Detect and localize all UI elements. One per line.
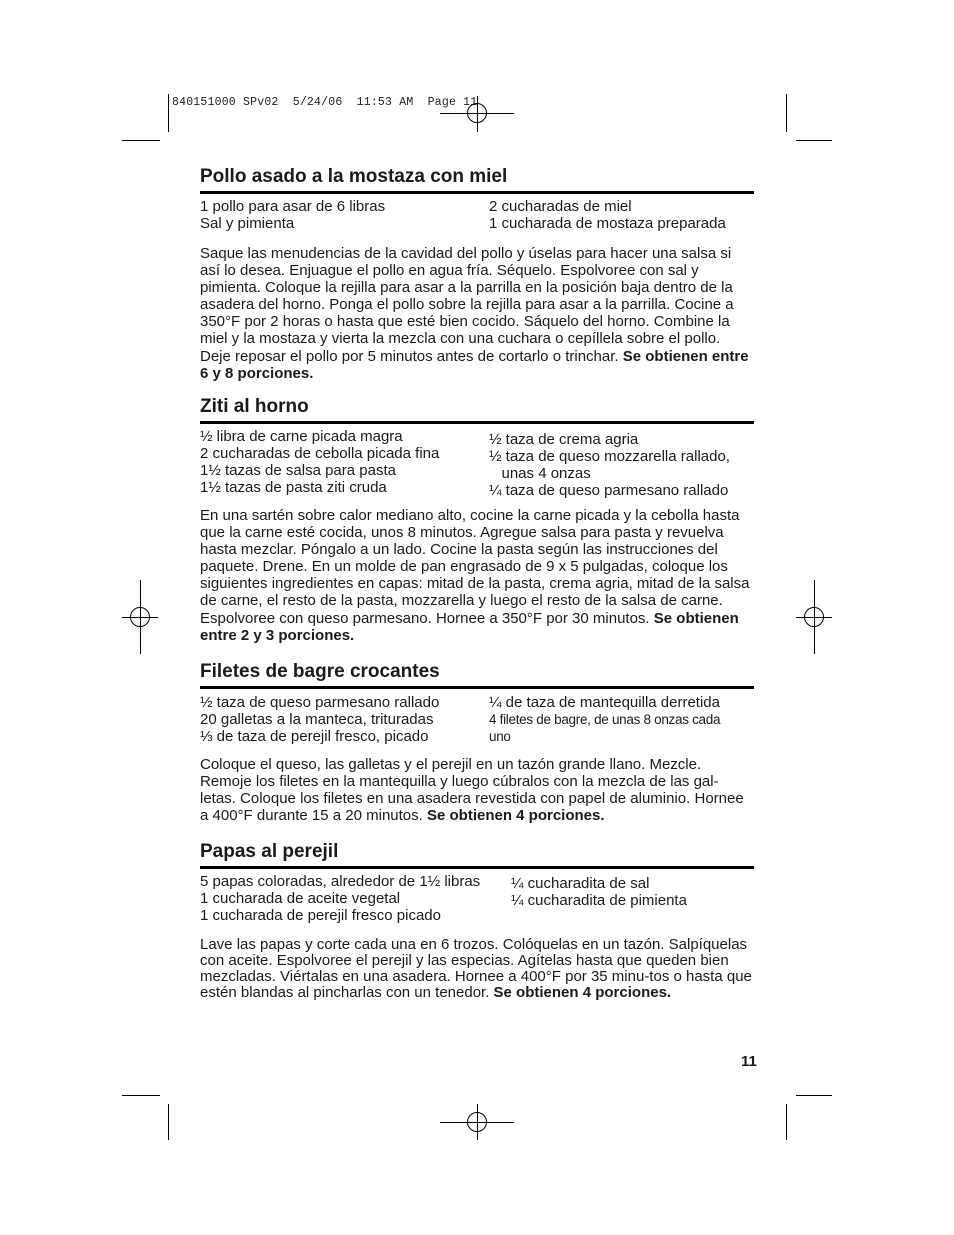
ingredient: 4 filetes de bagre, de unas 8 onzas cada [489,712,721,727]
recipe-yield: Se obtienen entre 6 y 8 porciones. [200,347,749,382]
ingredient: ¼ cucharadita de sal [511,875,650,892]
ingredient: Sal y pimienta [200,215,295,232]
ingredient: 1 cucharada de perejil fresco picado [200,907,441,924]
ingredient: 1 pollo para asar de 6 libras [200,198,386,215]
crop-mark [796,1095,832,1096]
recipe-pollo-asado [200,165,754,397]
ingredient-list [200,694,754,745]
ingredient: 1½ tazas de pasta ziti cruda [200,479,387,496]
recipe-title: Papas al perejil [200,840,754,869]
register-mark-circle [130,607,150,627]
ingredient: uno [489,729,511,744]
recipe-title: Filetes de bagre crocantes [200,660,754,689]
print-slug: 840151000 SPv02 5/24/06 11:53 AM Page 11 [172,96,478,109]
ingredient: ½ taza de crema agria [489,431,639,448]
ingredient: 5 papas coloradas, alrededor de 1½ libras [200,873,481,890]
ingredient: ½ taza de queso mozzarella rallado, [489,448,730,465]
ingredient: 2 cucharadas de cebolla picada fina [200,445,440,462]
page-number: 11 [741,1053,757,1070]
recipe-yield: Se obtienen 4 porciones. [426,807,605,825]
ingredient: unas 4 onzas [489,465,591,482]
recipe-title: Ziti al horno [200,395,754,424]
ingredient-list [200,873,754,924]
ingredient: 1½ tazas de salsa para pasta [200,462,396,479]
crop-mark [796,140,832,141]
crop-mark [168,94,169,132]
ingredient: 2 cucharadas de miel [489,198,632,215]
recipe-instructions: Coloque el queso, las galletas y el perejil en un tazón grande llano. Mezcle. Remoje los filetes en la mantequilla y luego cúbralos con la mezcla de las gal-letas. Coloque los filetes en una asadera revestida con papel de aluminio. Hornee a 400°F durante 15 a 20 minutos. Se obtienen 4 porciones. [200,756,744,825]
ingredient: ½ libra de carne picada magra [200,428,403,445]
ingredient: 20 galletas a la manteca, trituradas [200,711,434,728]
recipe-title: Pollo asado a la mostaza con miel [200,165,754,194]
ingredient: ½ taza de queso parmesano rallado [200,694,440,711]
ingredient: ¼ taza de queso parmesano rallado [489,482,729,499]
crop-mark [786,94,787,132]
ingredient: ¼ cucharadita de pimienta [511,892,687,909]
recipe-instructions: Lave las papas y corte cada una en 6 trozos. Colóquelas en un tazón. Salpíquelas con aceite. Espolvoree el perejil y las especias. Agítelas hasta que queden bien mezcladas. Viértalas en una asadera. Hornee a 400°F por 35 minu-tos o hasta que estén blandas al pincharlas con un tenedor. Se obtienen 4 porciones. [200,936,752,1001]
recipe-papas-perejil [200,840,754,1016]
recipe-instructions: En una sartén sobre calor mediano alto, cocine la carne picada y la cebolla hasta que la carne esté cocida, unos 8 minutos. Agregue salsa para pasta y revuelva hasta mezclar. Póngalo a un lado. Cocine la pasta según las instrucciones del paquete. Drene. En un molde de pan engrasado de 9 x 5 pulgadas, coloque los siguientes ingredientes en capas: mitad de la pasta, crema agria, mitad de la salsa de carne, el resto de la pasta, mozzarella y luego el resto de la salsa de carne. Espolvoree con queso parmesano. Hornee a 350°F por 30 minutos. Se obtienen entre 2 y 3 porciones. [200,507,750,644]
recipe-filetes-bagre [200,660,754,839]
ingredient: 1 cucharada de aceite vegetal [200,890,401,907]
ingredient: 1 cucharada de mostaza preparada [489,215,726,232]
recipe-instructions: Saque las menudencias de la cavidad del pollo y úselas para hacer una salsa si así lo desea. Enjuague el pollo en agua fría. Séquelo. Espolvoree con sal y pimienta. Coloque la rejilla para asar a la parrilla en la posición baja dentro de la asadera del horno. Ponga el pollo sobre la rejilla para asar a la parrilla. Cocine a 350°F por 2 horas o hasta que esté bien cocido. Sáquelo del horno. Combine la miel y la mostaza y vierta la mezcla con una cuchara o cepíllela sobre el pollo. Deje reposar el pollo por 5 minutos antes de cortarlo o trinchar. Se obtienen entre 6 y 8 porciones. [200,245,749,382]
register-mark-circle [804,607,824,627]
crop-mark [122,140,160,141]
crop-mark [786,1104,787,1140]
ingredient: ⅓ de taza de perejil fresco, picado [200,728,429,745]
ingredient-list [200,198,754,232]
recipe-yield: Se obtienen 4 porciones. [493,984,672,1001]
recipe-ziti [200,395,754,659]
register-mark-circle [467,103,487,123]
recipe-yield: Se obtienen entre 2 y 3 porciones. [200,609,739,644]
ingredient-list [200,428,754,499]
crop-mark [122,1095,160,1096]
ingredient: ¼ de taza de mantequilla derretida [489,694,720,711]
crop-mark [168,1104,169,1140]
register-mark-circle [467,1112,487,1132]
